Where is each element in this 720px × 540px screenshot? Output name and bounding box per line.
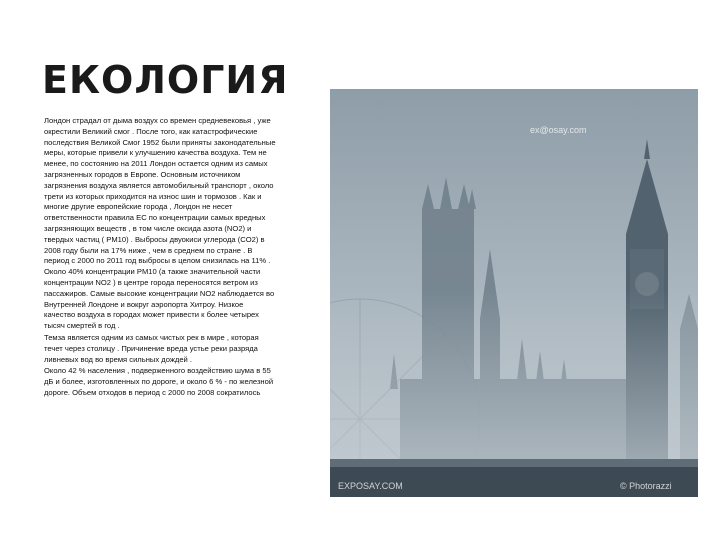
paragraph-noise-waste: Около 42 % населения , подверженного воздействию шума в 55 дБ и более, изготовленных по дороге, и около 6 % - по железной дороге. Объем отходов в период с 2000 по 2008 сократилось [44, 366, 274, 397]
slide-body-text [44, 116, 276, 400]
westminster-skyline-image [330, 89, 698, 497]
london-smog-photo [330, 89, 698, 497]
paragraph-air-pollution: Лондон страдал от дыма воздух со времен средневековья , уже окрестили Великий смог . После того, как катастрофические последствия Великой Смог 1952 были приняты законодательные меры, которые привели к улучшению качества воздуха. Тем не менее, по состоянию на 2011 Лондон остается одним из самых загрязненных городов в Европе. Основным источником загрязнения воздуха является автомобильный транспорт , около трети из которых приходится на износ шин и тормозов . Как и многие другие европейские города , Лондон не несет ответственности правила ЕС по концентрации самых вредных загрязняющих веществ , в том числе оксида азота (NO2) и твердых частиц ( PM10) . Выбросы двуокиси углерода (CO2) в 2008 году были на 17% ниже , чем в среднем по стране . В период с 2000 по 2011 год выбросы в целом снизилась на 11% . Около 40% концентрации PM10 (а также значительной части концентрации NO2 ) в центре города переносятся ветром из пассажиров. Самые высокие концентрации NO2 наблюдается во Внутренней Лондоне и вокруг аэропорта Хитроу. Низкое качество воздуха в городах может привести к более четырех тысяч смертей в год . [44, 116, 276, 331]
slide-title: ЕКОЛОГИЯ [42, 58, 289, 102]
paragraph-thames: Темза является одним из самых чистых рек в мире , которая течет через столицу . Причинение вреда устье реки разряда ливневых вод во время сильных дождей . [44, 332, 259, 364]
photo-watermark-top: ex@osay.com [530, 125, 587, 135]
photo-watermark-bottom-right: © Photorazzi [620, 481, 672, 491]
photo-watermark-bottom-left: EXPOSAY.COM [338, 481, 403, 491]
